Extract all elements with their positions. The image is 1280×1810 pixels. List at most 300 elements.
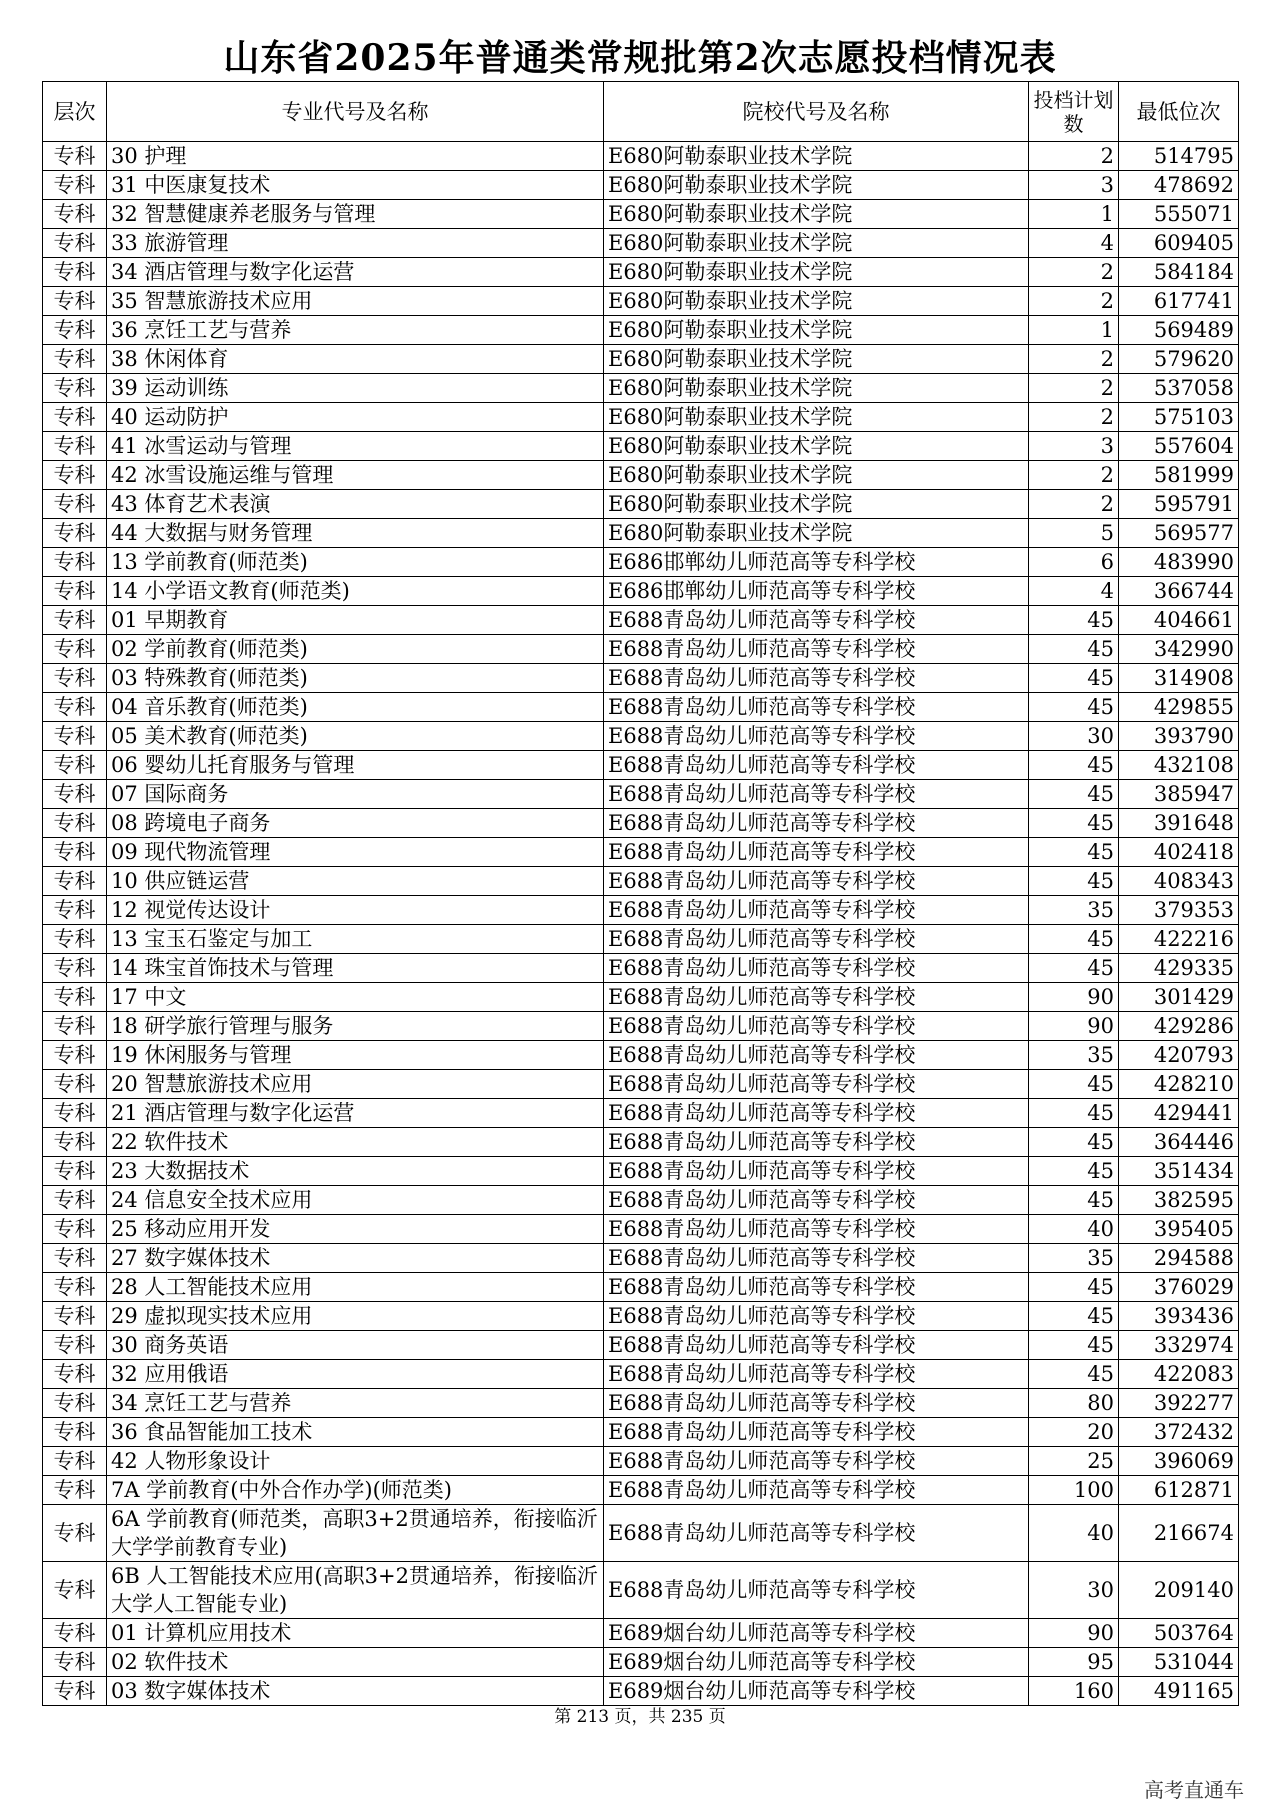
cell-rank: 391648 xyxy=(1119,809,1239,838)
cell-rank: 366744 xyxy=(1119,577,1239,606)
cell-school: E688青岛幼儿师范高等专科学校 xyxy=(604,1302,1029,1331)
cell-plan: 45 xyxy=(1029,1273,1119,1302)
cell-major: 6B 人工智能技术应用(高职3+2贯通培养，衔接临沂大学人工智能专业) xyxy=(107,1562,604,1619)
cell-plan: 2 xyxy=(1029,258,1119,287)
cell-plan: 45 xyxy=(1029,664,1119,693)
table-row xyxy=(43,925,1239,954)
cell-rank: 429441 xyxy=(1119,1099,1239,1128)
cell-rank: 393436 xyxy=(1119,1302,1239,1331)
cell-rank: 428210 xyxy=(1119,1070,1239,1099)
cell-level: 专科 xyxy=(43,1331,107,1360)
table-row xyxy=(43,1360,1239,1389)
cell-school: E688青岛幼儿师范高等专科学校 xyxy=(604,1215,1029,1244)
table-row xyxy=(43,896,1239,925)
cell-major: 36 食品智能加工技术 xyxy=(107,1418,604,1447)
cell-plan: 2 xyxy=(1029,403,1119,432)
table-row xyxy=(43,577,1239,606)
table-row xyxy=(43,1331,1239,1360)
cell-plan: 100 xyxy=(1029,1476,1119,1505)
cell-school: E688青岛幼儿师范高等专科学校 xyxy=(604,1389,1029,1418)
cell-major: 42 人物形象设计 xyxy=(107,1447,604,1476)
cell-level: 专科 xyxy=(43,1041,107,1070)
cell-school: E688青岛幼儿师范高等专科学校 xyxy=(604,809,1029,838)
cell-major: 21 酒店管理与数字化运营 xyxy=(107,1099,604,1128)
cell-school: E688青岛幼儿师范高等专科学校 xyxy=(604,1070,1029,1099)
cell-level: 专科 xyxy=(43,606,107,635)
cell-school: E680阿勒泰职业技术学院 xyxy=(604,229,1029,258)
cell-school: E688青岛幼儿师范高等专科学校 xyxy=(604,1099,1029,1128)
cell-rank: 404661 xyxy=(1119,606,1239,635)
watermark-text: 高考直通车 xyxy=(1144,1778,1244,1802)
table-row xyxy=(43,635,1239,664)
cell-plan: 4 xyxy=(1029,229,1119,258)
cell-rank: 609405 xyxy=(1119,229,1239,258)
cell-major: 24 信息安全技术应用 xyxy=(107,1186,604,1215)
table-row xyxy=(43,983,1239,1012)
cell-school: E688青岛幼儿师范高等专科学校 xyxy=(604,1244,1029,1273)
cell-level: 专科 xyxy=(43,1476,107,1505)
table-row xyxy=(43,1447,1239,1476)
cell-rank: 491165 xyxy=(1119,1677,1239,1706)
cell-school: E688青岛幼儿师范高等专科学校 xyxy=(604,664,1029,693)
cell-school: E688青岛幼儿师范高等专科学校 xyxy=(604,1418,1029,1447)
cell-rank: 537058 xyxy=(1119,374,1239,403)
cell-level: 专科 xyxy=(43,1677,107,1706)
cell-school: E680阿勒泰职业技术学院 xyxy=(604,519,1029,548)
table-row xyxy=(43,374,1239,403)
cell-school: E680阿勒泰职业技术学院 xyxy=(604,200,1029,229)
cell-level: 专科 xyxy=(43,519,107,548)
cell-rank: 422083 xyxy=(1119,1360,1239,1389)
cell-plan: 90 xyxy=(1029,1012,1119,1041)
cell-level: 专科 xyxy=(43,1389,107,1418)
table-row xyxy=(43,403,1239,432)
cell-plan: 45 xyxy=(1029,1302,1119,1331)
cell-level: 专科 xyxy=(43,1302,107,1331)
cell-rank: 301429 xyxy=(1119,983,1239,1012)
cell-level: 专科 xyxy=(43,1562,107,1619)
cell-plan: 45 xyxy=(1029,1360,1119,1389)
header-plan: 投档计划数 xyxy=(1029,82,1119,142)
cell-plan: 2 xyxy=(1029,142,1119,171)
cell-rank: 429286 xyxy=(1119,1012,1239,1041)
cell-level: 专科 xyxy=(43,809,107,838)
cell-level: 专科 xyxy=(43,664,107,693)
table-row xyxy=(43,1186,1239,1215)
cell-rank: 342990 xyxy=(1119,635,1239,664)
cell-plan: 2 xyxy=(1029,490,1119,519)
table-row xyxy=(43,1505,1239,1562)
cell-school: E686邯郸幼儿师范高等专科学校 xyxy=(604,577,1029,606)
table-row xyxy=(43,287,1239,316)
table-row xyxy=(43,867,1239,896)
cell-level: 专科 xyxy=(43,1619,107,1648)
cell-plan: 45 xyxy=(1029,1070,1119,1099)
cell-plan: 45 xyxy=(1029,606,1119,635)
cell-rank: 332974 xyxy=(1119,1331,1239,1360)
cell-plan: 40 xyxy=(1029,1215,1119,1244)
cell-rank: 382595 xyxy=(1119,1186,1239,1215)
table-row xyxy=(43,722,1239,751)
cell-school: E680阿勒泰职业技术学院 xyxy=(604,403,1029,432)
cell-rank: 595791 xyxy=(1119,490,1239,519)
cell-level: 专科 xyxy=(43,635,107,664)
cell-major: 43 体育艺术表演 xyxy=(107,490,604,519)
cell-major: 6A 学前教育(师范类，高职3+2贯通培养，衔接临沂大学学前教育专业) xyxy=(107,1505,604,1562)
cell-level: 专科 xyxy=(43,1505,107,1562)
cell-plan: 45 xyxy=(1029,751,1119,780)
cell-major: 01 计算机应用技术 xyxy=(107,1619,604,1648)
table-row xyxy=(43,664,1239,693)
table-row xyxy=(43,316,1239,345)
cell-level: 专科 xyxy=(43,461,107,490)
table-row xyxy=(43,809,1239,838)
cell-major: 39 运动训练 xyxy=(107,374,604,403)
cell-level: 专科 xyxy=(43,316,107,345)
cell-level: 专科 xyxy=(43,577,107,606)
cell-rank: 575103 xyxy=(1119,403,1239,432)
cell-rank: 503764 xyxy=(1119,1619,1239,1648)
cell-plan: 3 xyxy=(1029,171,1119,200)
cell-school: E680阿勒泰职业技术学院 xyxy=(604,287,1029,316)
cell-level: 专科 xyxy=(43,345,107,374)
cell-rank: 422216 xyxy=(1119,925,1239,954)
table-row xyxy=(43,200,1239,229)
cell-level: 专科 xyxy=(43,200,107,229)
cell-major: 13 宝玉石鉴定与加工 xyxy=(107,925,604,954)
cell-plan: 160 xyxy=(1029,1677,1119,1706)
cell-major: 41 冰雪运动与管理 xyxy=(107,432,604,461)
table-row xyxy=(43,1244,1239,1273)
cell-plan: 90 xyxy=(1029,1619,1119,1648)
cell-level: 专科 xyxy=(43,751,107,780)
cell-school: E688青岛幼儿师范高等专科学校 xyxy=(604,1157,1029,1186)
cell-school: E688青岛幼儿师范高等专科学校 xyxy=(604,838,1029,867)
cell-plan: 2 xyxy=(1029,287,1119,316)
cell-major: 38 休闲体育 xyxy=(107,345,604,374)
cell-school: E688青岛幼儿师范高等专科学校 xyxy=(604,983,1029,1012)
cell-rank: 385947 xyxy=(1119,780,1239,809)
cell-school: E686邯郸幼儿师范高等专科学校 xyxy=(604,548,1029,577)
cell-plan: 45 xyxy=(1029,1128,1119,1157)
cell-major: 34 酒店管理与数字化运营 xyxy=(107,258,604,287)
cell-major: 22 软件技术 xyxy=(107,1128,604,1157)
cell-level: 专科 xyxy=(43,1186,107,1215)
cell-school: E680阿勒泰职业技术学院 xyxy=(604,374,1029,403)
page-title: 山东省2025年普通类常规批第2次志愿投档情况表 xyxy=(223,37,1057,79)
cell-level: 专科 xyxy=(43,1648,107,1677)
cell-rank: 617741 xyxy=(1119,287,1239,316)
table-row xyxy=(43,1418,1239,1447)
table-row xyxy=(43,1476,1239,1505)
cell-major: 05 美术教育(师范类) xyxy=(107,722,604,751)
cell-major: 02 学前教育(师范类) xyxy=(107,635,604,664)
table-row xyxy=(43,1012,1239,1041)
cell-level: 专科 xyxy=(43,1012,107,1041)
cell-plan: 80 xyxy=(1029,1389,1119,1418)
cell-plan: 35 xyxy=(1029,896,1119,925)
cell-school: E688青岛幼儿师范高等专科学校 xyxy=(604,606,1029,635)
table-row xyxy=(43,1619,1239,1648)
cell-school: E688青岛幼儿师范高等专科学校 xyxy=(604,1012,1029,1041)
cell-plan: 2 xyxy=(1029,374,1119,403)
cell-major: 03 数字媒体技术 xyxy=(107,1677,604,1706)
cell-school: E688青岛幼儿师范高等专科学校 xyxy=(604,693,1029,722)
cell-rank: 372432 xyxy=(1119,1418,1239,1447)
table-row xyxy=(43,142,1239,171)
table-row xyxy=(43,1099,1239,1128)
cell-level: 专科 xyxy=(43,780,107,809)
cell-plan: 40 xyxy=(1029,1505,1119,1562)
cell-school: E688青岛幼儿师范高等专科学校 xyxy=(604,954,1029,983)
cell-plan: 2 xyxy=(1029,345,1119,374)
cell-school: E688青岛幼儿师范高等专科学校 xyxy=(604,1128,1029,1157)
table-row xyxy=(43,1215,1239,1244)
cell-major: 13 学前教育(师范类) xyxy=(107,548,604,577)
cell-level: 专科 xyxy=(43,287,107,316)
table-row xyxy=(43,171,1239,200)
cell-plan: 20 xyxy=(1029,1418,1119,1447)
cell-rank: 429855 xyxy=(1119,693,1239,722)
table-row xyxy=(43,519,1239,548)
cell-plan: 1 xyxy=(1029,200,1119,229)
table-row xyxy=(43,780,1239,809)
cell-level: 专科 xyxy=(43,374,107,403)
cell-major: 31 中医康复技术 xyxy=(107,171,604,200)
cell-rank: 432108 xyxy=(1119,751,1239,780)
table-header-row xyxy=(43,82,1239,142)
table-row xyxy=(43,1648,1239,1677)
cell-level: 专科 xyxy=(43,258,107,287)
cell-rank: 395405 xyxy=(1119,1215,1239,1244)
cell-level: 专科 xyxy=(43,1360,107,1389)
cell-level: 专科 xyxy=(43,1215,107,1244)
cell-major: 33 旅游管理 xyxy=(107,229,604,258)
cell-level: 专科 xyxy=(43,1157,107,1186)
cell-school: E688青岛幼儿师范高等专科学校 xyxy=(604,925,1029,954)
cell-level: 专科 xyxy=(43,1273,107,1302)
cell-rank: 314908 xyxy=(1119,664,1239,693)
cell-major: 17 中文 xyxy=(107,983,604,1012)
cell-plan: 45 xyxy=(1029,780,1119,809)
cell-major: 44 大数据与财务管理 xyxy=(107,519,604,548)
cell-rank: 569489 xyxy=(1119,316,1239,345)
cell-rank: 555071 xyxy=(1119,200,1239,229)
table-row xyxy=(43,1157,1239,1186)
cell-rank: 429335 xyxy=(1119,954,1239,983)
cell-rank: 569577 xyxy=(1119,519,1239,548)
cell-major: 12 视觉传达设计 xyxy=(107,896,604,925)
cell-school: E688青岛幼儿师范高等专科学校 xyxy=(604,1505,1029,1562)
cell-level: 专科 xyxy=(43,867,107,896)
header-level: 层次 xyxy=(43,82,107,142)
cell-major: 01 早期教育 xyxy=(107,606,604,635)
cell-rank: 402418 xyxy=(1119,838,1239,867)
cell-major: 02 软件技术 xyxy=(107,1648,604,1677)
header-rank: 最低位次 xyxy=(1119,82,1239,142)
cell-rank: 351434 xyxy=(1119,1157,1239,1186)
cell-school: E688青岛幼儿师范高等专科学校 xyxy=(604,722,1029,751)
cell-major: 18 研学旅行管理与服务 xyxy=(107,1012,604,1041)
cell-rank: 581999 xyxy=(1119,461,1239,490)
cell-major: 10 供应链运营 xyxy=(107,867,604,896)
cell-major: 06 婴幼儿托育服务与管理 xyxy=(107,751,604,780)
cell-major: 20 智慧旅游技术应用 xyxy=(107,1070,604,1099)
table-row xyxy=(43,1302,1239,1331)
cell-school: E688青岛幼儿师范高等专科学校 xyxy=(604,635,1029,664)
cell-school: E688青岛幼儿师范高等专科学校 xyxy=(604,867,1029,896)
cell-rank: 420793 xyxy=(1119,1041,1239,1070)
cell-school: E688青岛幼儿师范高等专科学校 xyxy=(604,1476,1029,1505)
cell-school: E688青岛幼儿师范高等专科学校 xyxy=(604,1447,1029,1476)
cell-school: E689烟台幼儿师范高等专科学校 xyxy=(604,1677,1029,1706)
table-row xyxy=(43,432,1239,461)
cell-level: 专科 xyxy=(43,548,107,577)
cell-major: 40 运动防护 xyxy=(107,403,604,432)
table-row xyxy=(43,954,1239,983)
cell-major: 04 音乐教育(师范类) xyxy=(107,693,604,722)
cell-major: 07 国际商务 xyxy=(107,780,604,809)
cell-school: E688青岛幼儿师范高等专科学校 xyxy=(604,751,1029,780)
table-row xyxy=(43,1041,1239,1070)
cell-plan: 1 xyxy=(1029,316,1119,345)
cell-level: 专科 xyxy=(43,954,107,983)
cell-school: E688青岛幼儿师范高等专科学校 xyxy=(604,1273,1029,1302)
cell-level: 专科 xyxy=(43,229,107,258)
cell-rank: 612871 xyxy=(1119,1476,1239,1505)
table-row xyxy=(43,606,1239,635)
cell-plan: 5 xyxy=(1029,519,1119,548)
cell-rank: 392277 xyxy=(1119,1389,1239,1418)
cell-plan: 95 xyxy=(1029,1648,1119,1677)
cell-major: 34 烹饪工艺与营养 xyxy=(107,1389,604,1418)
admission-table xyxy=(42,81,1239,1706)
cell-level: 专科 xyxy=(43,490,107,519)
cell-major: 28 人工智能技术应用 xyxy=(107,1273,604,1302)
cell-school: E680阿勒泰职业技术学院 xyxy=(604,171,1029,200)
cell-level: 专科 xyxy=(43,896,107,925)
cell-plan: 2 xyxy=(1029,461,1119,490)
cell-level: 专科 xyxy=(43,1447,107,1476)
cell-level: 专科 xyxy=(43,1244,107,1273)
cell-plan: 35 xyxy=(1029,1041,1119,1070)
cell-rank: 393790 xyxy=(1119,722,1239,751)
cell-level: 专科 xyxy=(43,722,107,751)
cell-plan: 45 xyxy=(1029,693,1119,722)
table-row xyxy=(43,548,1239,577)
cell-major: 19 休闲服务与管理 xyxy=(107,1041,604,1070)
cell-level: 专科 xyxy=(43,142,107,171)
cell-rank: 396069 xyxy=(1119,1447,1239,1476)
cell-rank: 557604 xyxy=(1119,432,1239,461)
cell-level: 专科 xyxy=(43,1418,107,1447)
cell-level: 专科 xyxy=(43,432,107,461)
page-footer: 第 213 页，共 235 页 xyxy=(554,1707,726,1727)
cell-school: E680阿勒泰职业技术学院 xyxy=(604,345,1029,374)
cell-major: 14 珠宝首饰技术与管理 xyxy=(107,954,604,983)
cell-school: E680阿勒泰职业技术学院 xyxy=(604,432,1029,461)
cell-school: E688青岛幼儿师范高等专科学校 xyxy=(604,1041,1029,1070)
cell-school: E680阿勒泰职业技术学院 xyxy=(604,142,1029,171)
cell-major: 29 虚拟现实技术应用 xyxy=(107,1302,604,1331)
table-row xyxy=(43,1128,1239,1157)
cell-school: E688青岛幼儿师范高等专科学校 xyxy=(604,896,1029,925)
cell-school: E680阿勒泰职业技术学院 xyxy=(604,258,1029,287)
cell-plan: 6 xyxy=(1029,548,1119,577)
cell-level: 专科 xyxy=(43,693,107,722)
cell-rank: 579620 xyxy=(1119,345,1239,374)
cell-major: 30 商务英语 xyxy=(107,1331,604,1360)
table-row xyxy=(43,693,1239,722)
cell-major: 7A 学前教育(中外合作办学)(师范类) xyxy=(107,1476,604,1505)
table-row xyxy=(43,345,1239,374)
cell-major: 14 小学语文教育(师范类) xyxy=(107,577,604,606)
cell-major: 27 数字媒体技术 xyxy=(107,1244,604,1273)
cell-plan: 3 xyxy=(1029,432,1119,461)
table-row xyxy=(43,838,1239,867)
cell-school: E688青岛幼儿师范高等专科学校 xyxy=(604,1331,1029,1360)
cell-rank: 364446 xyxy=(1119,1128,1239,1157)
cell-major: 36 烹饪工艺与营养 xyxy=(107,316,604,345)
cell-major: 23 大数据技术 xyxy=(107,1157,604,1186)
cell-rank: 408343 xyxy=(1119,867,1239,896)
cell-level: 专科 xyxy=(43,925,107,954)
table-row xyxy=(43,258,1239,287)
cell-plan: 30 xyxy=(1029,722,1119,751)
cell-school: E688青岛幼儿师范高等专科学校 xyxy=(604,1186,1029,1215)
table-row xyxy=(43,1070,1239,1099)
cell-plan: 45 xyxy=(1029,635,1119,664)
cell-rank: 584184 xyxy=(1119,258,1239,287)
cell-level: 专科 xyxy=(43,403,107,432)
cell-major: 35 智慧旅游技术应用 xyxy=(107,287,604,316)
cell-rank: 531044 xyxy=(1119,1648,1239,1677)
cell-rank: 483990 xyxy=(1119,548,1239,577)
cell-plan: 35 xyxy=(1029,1244,1119,1273)
cell-school: E680阿勒泰职业技术学院 xyxy=(604,461,1029,490)
table-row xyxy=(43,1562,1239,1619)
cell-major: 03 特殊教育(师范类) xyxy=(107,664,604,693)
header-major: 专业代号及名称 xyxy=(107,82,604,142)
cell-rank: 379353 xyxy=(1119,896,1239,925)
cell-rank: 514795 xyxy=(1119,142,1239,171)
cell-school: E680阿勒泰职业技术学院 xyxy=(604,490,1029,519)
cell-plan: 45 xyxy=(1029,1331,1119,1360)
cell-plan: 4 xyxy=(1029,577,1119,606)
table-row xyxy=(43,751,1239,780)
cell-level: 专科 xyxy=(43,1128,107,1157)
cell-plan: 25 xyxy=(1029,1447,1119,1476)
cell-school: E689烟台幼儿师范高等专科学校 xyxy=(604,1648,1029,1677)
cell-rank: 209140 xyxy=(1119,1562,1239,1619)
cell-plan: 45 xyxy=(1029,867,1119,896)
cell-school: E688青岛幼儿师范高等专科学校 xyxy=(604,780,1029,809)
cell-rank: 376029 xyxy=(1119,1273,1239,1302)
cell-plan: 45 xyxy=(1029,1186,1119,1215)
cell-plan: 45 xyxy=(1029,809,1119,838)
cell-major: 09 现代物流管理 xyxy=(107,838,604,867)
cell-plan: 45 xyxy=(1029,838,1119,867)
cell-rank: 216674 xyxy=(1119,1505,1239,1562)
cell-rank: 478692 xyxy=(1119,171,1239,200)
cell-major: 32 应用俄语 xyxy=(107,1360,604,1389)
cell-plan: 45 xyxy=(1029,1099,1119,1128)
cell-school: E689烟台幼儿师范高等专科学校 xyxy=(604,1619,1029,1648)
cell-rank: 294588 xyxy=(1119,1244,1239,1273)
table-row xyxy=(43,461,1239,490)
cell-level: 专科 xyxy=(43,1099,107,1128)
cell-level: 专科 xyxy=(43,171,107,200)
